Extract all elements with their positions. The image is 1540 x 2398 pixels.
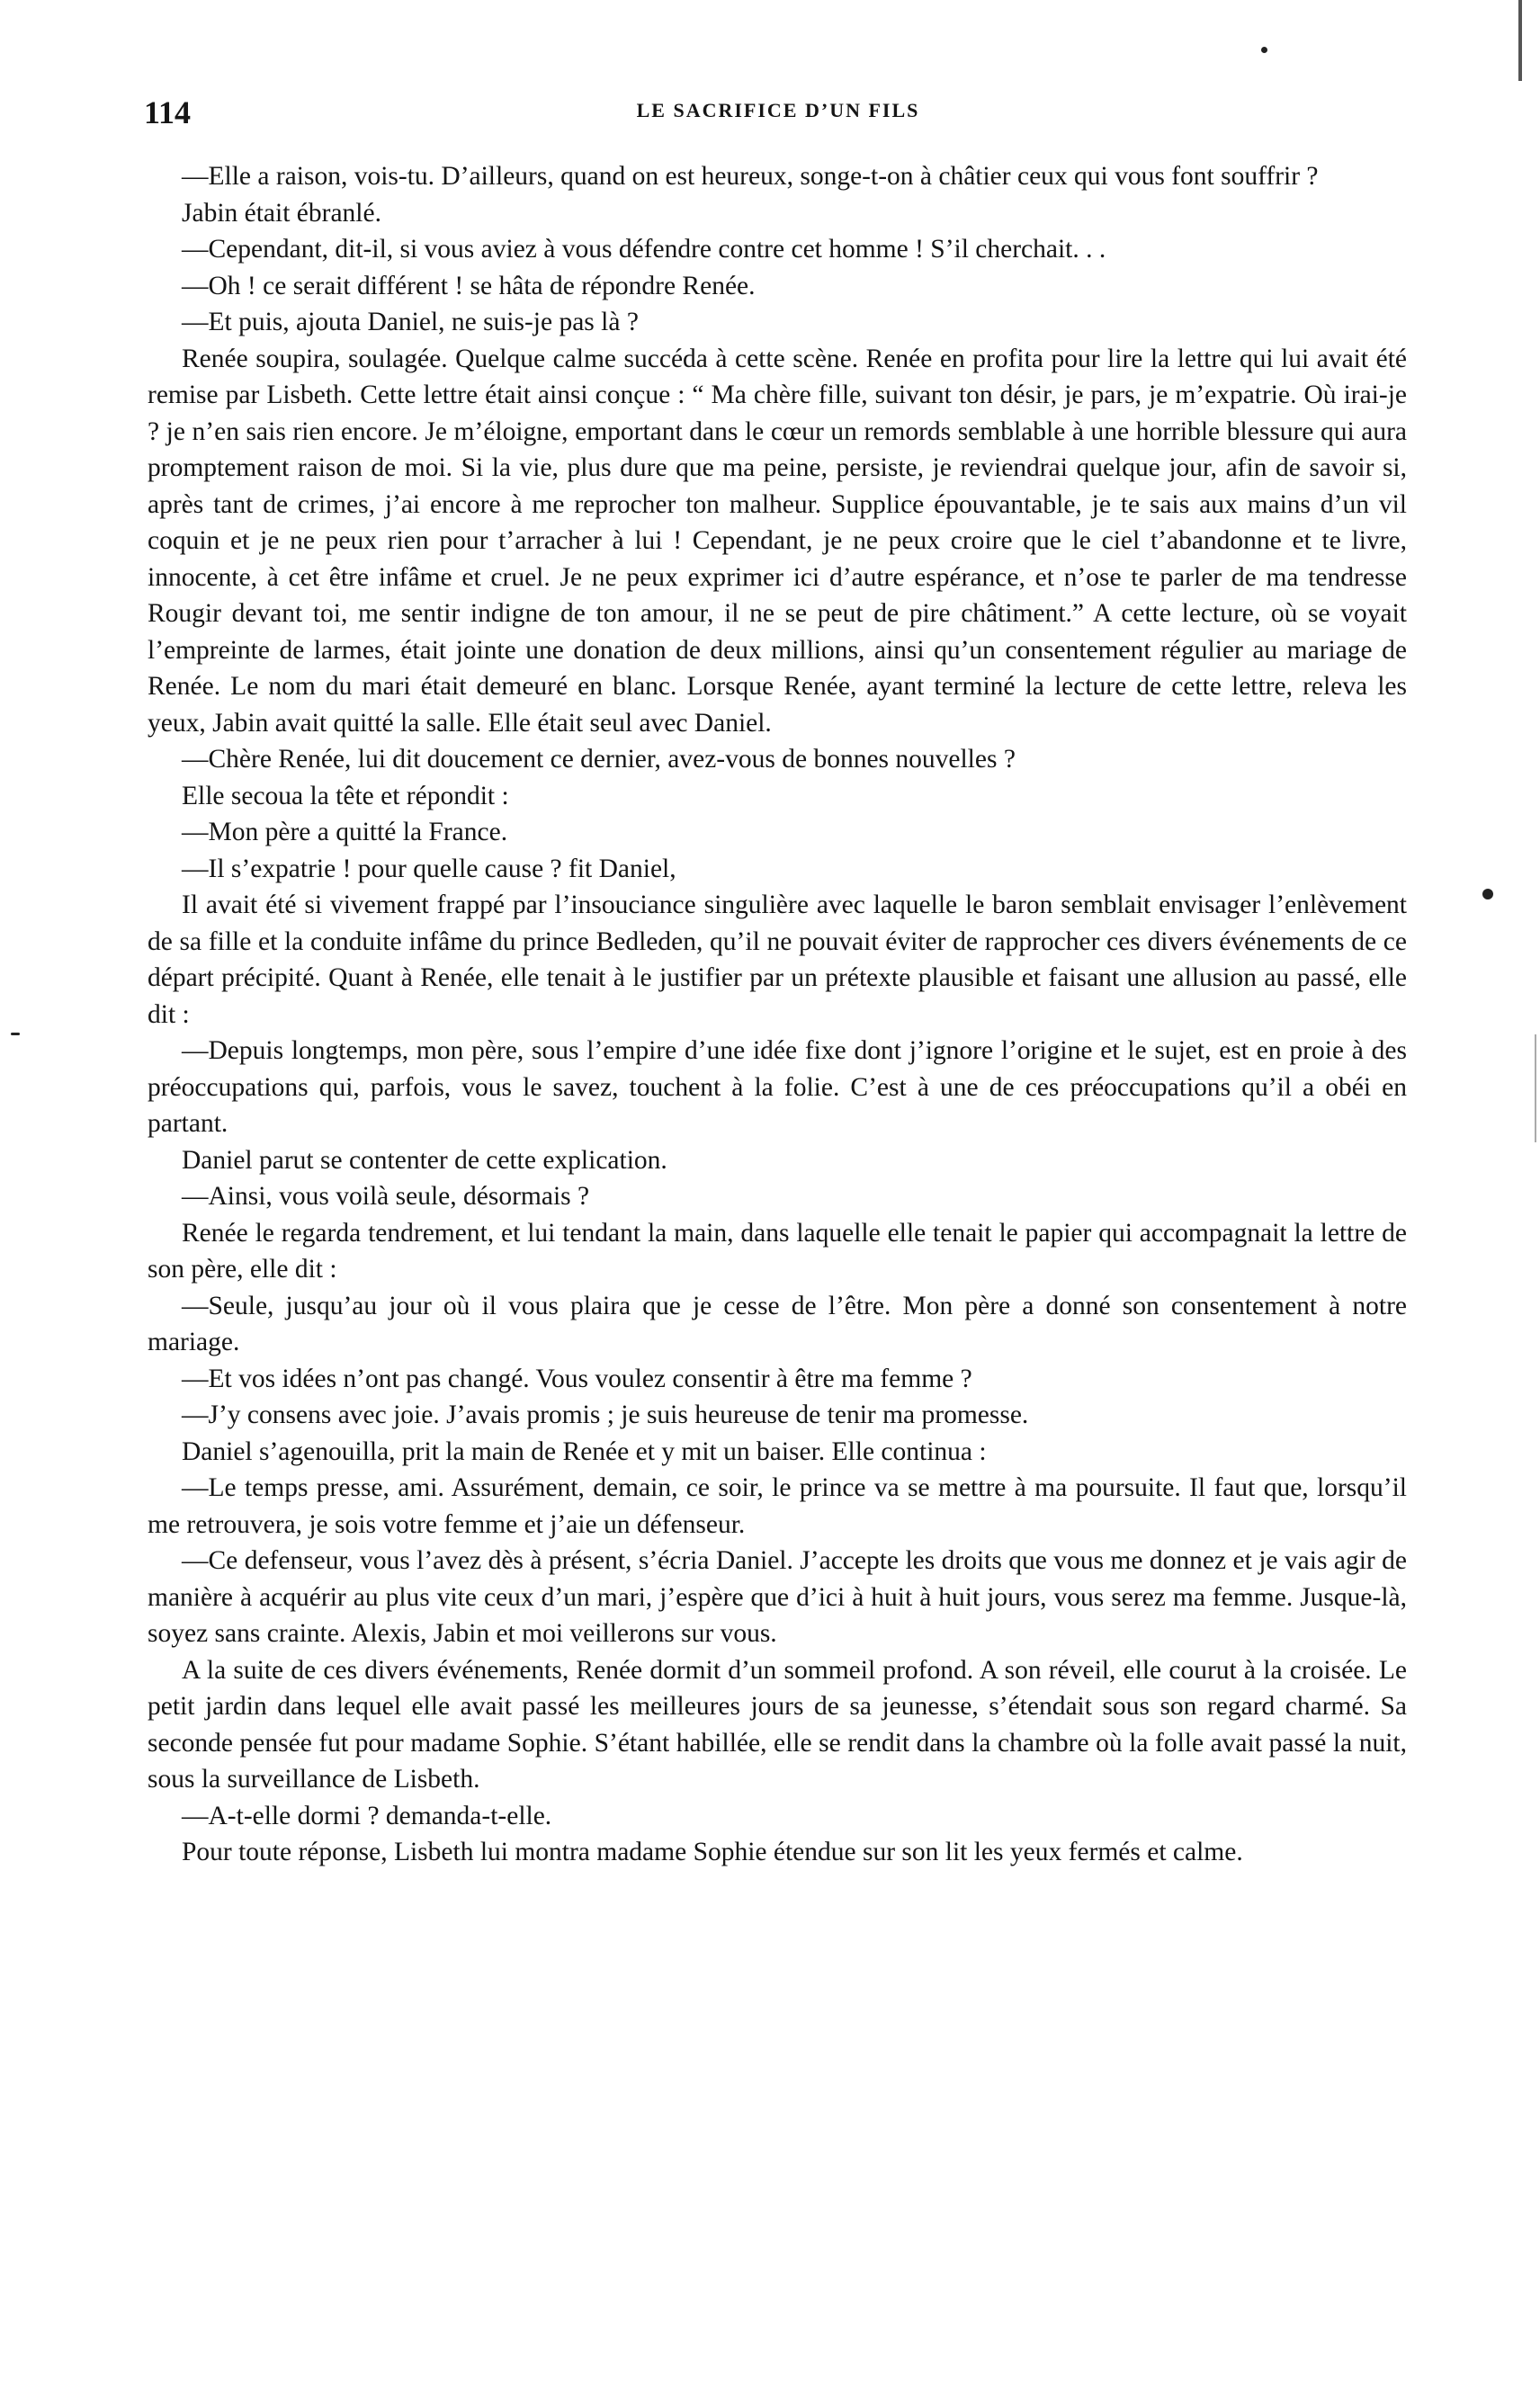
paragraph: —Cependant, dit-il, si vous aviez à vous défendre contre cet homme ! S’il cherchait. . . — [182, 235, 1106, 264]
paragraph: Il avait été si vivement frappé par l’insouciance singulière avec laquelle le baron semblait envisager l’enlèvement de sa fille et la conduite infâme du prince Bedleden, qu’il ne pouvait éviter de rapprocher ces divers événements de ce départ précipité. Quant à Renée, elle tenait à le justifier par un prétexte plausible et faisant une allusion au passé, elle dit : — [148, 890, 1407, 1029]
page-header — [144, 94, 1412, 130]
paragraph: Daniel parut se contenter de cette explication. — [182, 1145, 667, 1175]
paragraph: Renée soupira, soulagée. Quelque calme succéda à cette scène. Renée en profita pour lire la lettre qui lui avait été remise par Lisbeth. Cette lettre était ainsi conçue : “ Ma chère fille, suivant ton désir, je pars, je m’expatrie. Où irai-je ? je n’en sais rien encore. Je m’éloigne, emportant dans le cœur un remords semblable à une horrible blessure qui aura promptement raison de moi. Si la vie, plus dure que ma peine, persiste, je reviendrai quelque jour, afin de savoir si, après tant de crimes, j’ai encore à me reprocher ton malheur. Supplice épouvantable, je te sais aux mains d’un vil coquin et je ne peux rien pour t’arracher à lui ! Cependant, je ne peux croire que le ciel t’abandonne et te livre, innocente, à cet être infâme et cruel. Je ne peux exprimer ici d’autre espérance, et n’ose te parler de ma tendresse Rougir devant toi, me sentir indigne de ton amour, il ne se peut de pire châtiment.” A cette lecture, où se voyait l’empreinte de larmes, était jointe une donation de deux millions, ainsi qu’un consentement régulier au mariage de Renée. Le nom du mari était demeuré en blanc. Lorsque Renée, ayant terminé la lecture de cette lettre, releva les yeux, Jabin avait quitté la salle. Elle était seul avec Daniel. — [148, 344, 1407, 738]
running-title: LE SACRIFICE D’UN FILS — [636, 99, 920, 121]
paragraph: —Seule, jusqu’au jour où il vous plaira que je cesse de l’être. Mon père a donné son consentement à notre mariage. — [148, 1291, 1407, 1356]
paragraph: —Oh ! ce serait différent ! se hâta de répondre Renée. — [182, 271, 756, 300]
paragraph: —Ce defenseur, vous l’avez dès à présent, s’écria Daniel. J’accepte les droits que vous me donnez et je vais agir de manière à acquérir au plus vite ceux d’un mari, j’espère que d’ici à huit à huit jours, vous serez ma femme. Jusque-là, soyez sans crainte. Alexis, Jabin et moi veillerons sur vous. — [148, 1546, 1407, 1648]
page-body — [148, 158, 1407, 1871]
paragraph: —Depuis longtemps, mon père, sous l’empire d’une idée fixe dont j’ignore l’origine et le sujet, est en proie à des préoccupations qui, parfois, vous le savez, touchent à la folie. C’est à une de ces préoccupations qu’il a obéi en partant. — [148, 1036, 1407, 1138]
paragraph: —Mon père a quitté la France. — [182, 818, 508, 846]
paragraph: A la suite de ces divers événements, Renée dormit d’un sommeil profond. A son réveil, elle courut à la croisée. Le petit jardin dans lequel elle avait passé les meilleures jours de sa jeunesse, s’étendait sous son regard charmé. Sa seconde pensée fut pour madame Sophie. S’étant habillée, elle se rendit dans la chambre où la folle avait passé la nuit, sous la surveillance de Lisbeth. — [148, 1655, 1407, 1794]
paragraph: Pour toute réponse, Lisbeth lui montra madame Sophie étendue sur son lit les yeux fermés et calme. — [182, 1838, 1243, 1866]
ink-speck — [1482, 889, 1493, 899]
paragraph: Renée le regarda tendrement, et lui tendant la main, dans laquelle elle tenait le papier qui accompagnait la lettre de son père, elle dit : — [148, 1218, 1407, 1284]
ink-speck — [1261, 47, 1267, 53]
paragraph: Jabin était ébranlé. — [182, 198, 381, 228]
paragraph: —Et puis, ajouta Daniel, ne suis-je pas là ? — [182, 308, 639, 336]
paragraph: —Il s’expatrie ! pour quelle cause ? fit Daniel, — [182, 854, 676, 883]
page-number: 114 — [144, 94, 192, 130]
scan-edge-line — [1518, 0, 1522, 81]
paragraph: Daniel s’agenouilla, prit la main de Renée et y mit un baiser. Elle continua : — [182, 1436, 987, 1466]
paragraph: —Et vos idées n’ont pas changé. Vous voulez consentir à être ma femme ? — [182, 1364, 972, 1393]
ink-speck — [11, 1033, 20, 1035]
paragraph: —A-t-elle dormi ? demanda-t-elle. — [182, 1801, 552, 1830]
paragraph: —Chère Renée, lui dit doucement ce dernier, avez-vous de bonnes nouvelles ? — [182, 745, 1016, 774]
paragraph: —Le temps presse, ami. Assurément, demain, ce soir, le prince va se mettre à ma poursuite. Il faut que, lorsqu’il me retrouvera, je sois votre femme et j’aie un défenseur. — [148, 1473, 1407, 1539]
scan-edge-line — [1535, 1034, 1536, 1142]
paragraph: —Ainsi, vous voilà seule, désormais ? — [182, 1182, 590, 1211]
paragraph: —Elle a raison, vois-tu. D’ailleurs, quand on est heureux, songe-t-on à châtier ceux qui vous font souffrir ? — [182, 162, 1319, 191]
paragraph: Elle secoua la tête et répondit : — [182, 781, 509, 810]
paragraph: —J’y consens avec joie. J’avais promis ; je suis heureuse de tenir ma promesse. — [182, 1400, 1029, 1429]
